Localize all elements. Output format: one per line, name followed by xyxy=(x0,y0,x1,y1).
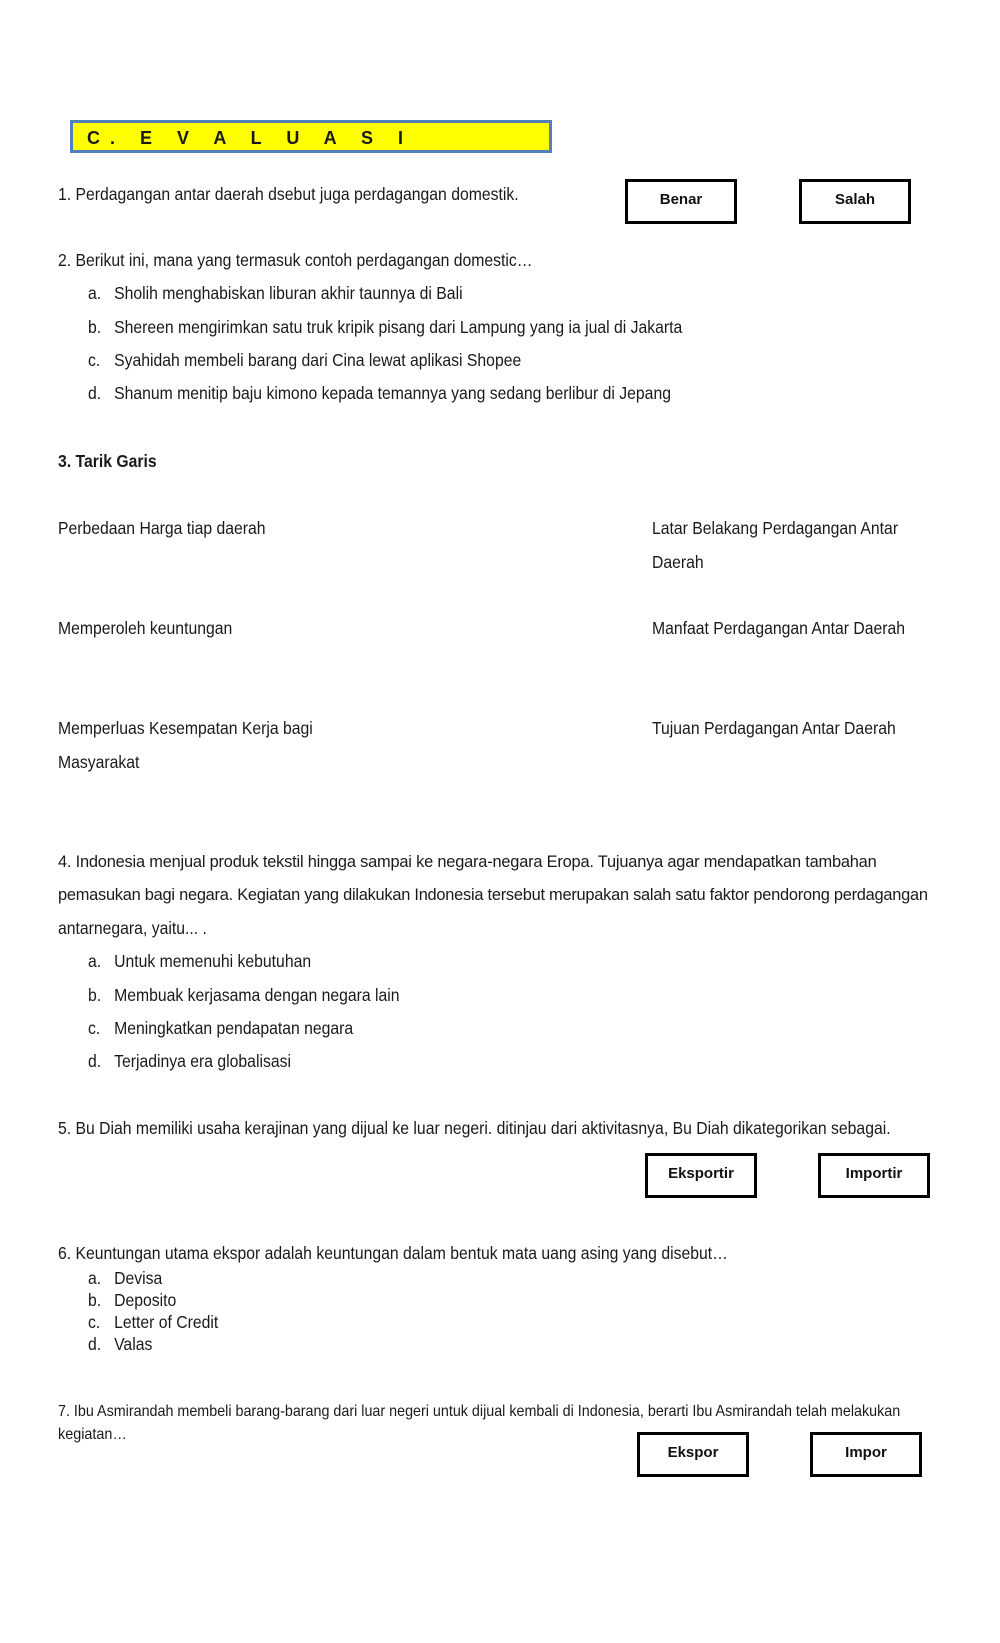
match-left-2[interactable]: Memperoleh keuntungan xyxy=(58,618,233,638)
question-4-line-3: antarnegara, yaitu... . xyxy=(58,918,207,938)
question-3-title: 3. Tarik Garis xyxy=(58,451,157,471)
question-6-text: 6. Keuntungan utama ekspor adalah keuntungan dalam bentuk mata uang asing yang disebut… xyxy=(58,1243,728,1263)
q2-option-b[interactable]: b. Shereen mengirimkan satu truk kripik pisang dari Lampung yang ia jual di Jakarta xyxy=(88,317,683,337)
match-right-2[interactable]: Manfaat Perdagangan Antar Daerah xyxy=(652,618,906,638)
importir-button[interactable]: Importir xyxy=(818,1153,930,1198)
q2-option-a[interactable]: a. Sholih menghabiskan liburan akhir taunnya di Bali xyxy=(88,283,463,303)
question-4-line-1: 4. Indonesia menjual produk tekstil hingga sampai ke negara-negara Eropa. Tujuanya agar mendapatkan tambahan xyxy=(58,853,877,871)
ekspor-button[interactable]: Ekspor xyxy=(637,1432,749,1477)
q4-option-b[interactable]: b. Membuak kerjasama dengan negara lain xyxy=(88,985,400,1005)
question-7-line-1: 7. Ibu Asmirandah membeli barang-barang dari luar negeri untuk dijual kembali di Indonesia, berarti Ibu Asmirandah telah melakukan xyxy=(58,1403,901,1420)
q6-option-c[interactable]: c. Letter of Credit xyxy=(88,1312,219,1332)
match-right-1[interactable]: Latar Belakang Perdagangan Antar xyxy=(652,518,899,538)
salah-button[interactable]: Salah xyxy=(799,179,911,224)
match-right-3[interactable]: Tujuan Perdagangan Antar Daerah xyxy=(652,718,896,738)
q6-option-b[interactable]: b. Deposito xyxy=(88,1290,177,1310)
q4-option-d[interactable]: d. Terjadinya era globalisasi xyxy=(88,1051,291,1071)
match-right-1-cont[interactable]: Daerah xyxy=(652,552,704,572)
question-4-line-2: pemasukan bagi negara. Kegiatan yang dilakukan Indonesia tersebut merupakan salah satu faktor pendorong perdagangan xyxy=(58,886,928,904)
q2-option-c[interactable]: c. Syahidah membeli barang dari Cina lewat aplikasi Shopee xyxy=(88,350,522,370)
q6-option-a[interactable]: a. Devisa xyxy=(88,1268,163,1288)
question-1-text: 1. Perdagangan antar daerah dsebut juga perdagangan domestik. xyxy=(58,184,519,204)
match-left-3[interactable]: Memperluas Kesempatan Kerja bagi xyxy=(58,718,313,738)
match-left-1[interactable]: Perbedaan Harga tiap daerah xyxy=(58,518,266,538)
benar-button[interactable]: Benar xyxy=(625,179,737,224)
question-5-text: 5. Bu Diah memiliki usaha kerajinan yang dijual ke luar negeri. ditinjau dari aktivitasnya, Bu Diah dikategorikan sebagai. xyxy=(58,1118,891,1138)
impor-button[interactable]: Impor xyxy=(810,1432,922,1477)
question-7-line-2: kegiatan… xyxy=(58,1426,127,1443)
q6-option-d[interactable]: d. Valas xyxy=(88,1334,153,1354)
q2-option-d[interactable]: d. Shanum menitip baju kimono kepada temannya yang sedang berlibur di Jepang xyxy=(88,383,671,403)
q4-option-c[interactable]: c. Meningkatkan pendapatan negara xyxy=(88,1018,354,1038)
section-header xyxy=(70,120,552,153)
eksportir-button[interactable]: Eksportir xyxy=(645,1153,757,1198)
q4-option-a[interactable]: a. Untuk memenuhi kebutuhan xyxy=(88,951,312,971)
question-2-text: 2. Berikut ini, mana yang termasuk contoh perdagangan domestic… xyxy=(58,250,533,270)
section-title: C. E V A L U A S I xyxy=(87,128,414,148)
match-left-3-cont[interactable]: Masyarakat xyxy=(58,752,140,772)
